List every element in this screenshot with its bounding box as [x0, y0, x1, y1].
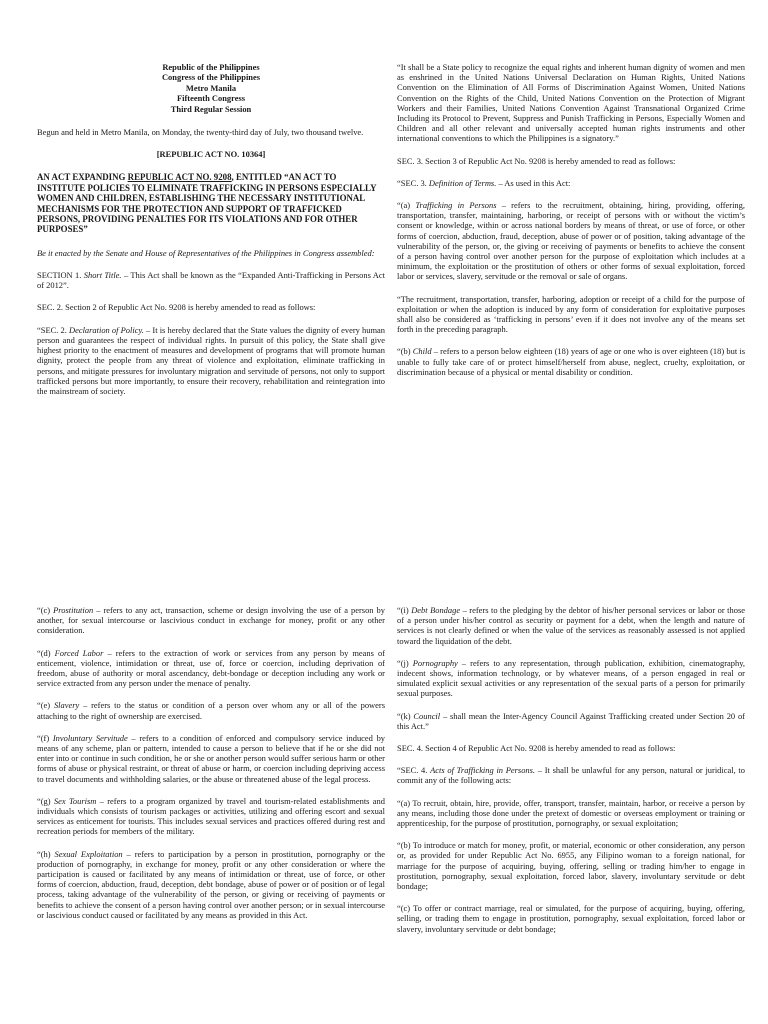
- definition-h: [37, 849, 385, 920]
- sec-heading: Definition of Terms.: [428, 177, 497, 188]
- policy-continuation: “It shall be a State policy to recognize the equal rights and inherent human dignity of women and men as enshrined in the United Nations Universal Declaration on Human Rights, United Nations Convention on the Elimination of All Forms of Discrimination Against Women, United Nations Convention on the Rights of the Child, United Nations Convention on the Protection of Migrant Workers and their Families, United Nations Convention Against Transnational Organized Crime Including its Protocol to Prevent, Suppress and Punish Trafficking in Persons, Especially Women and Children and all other relevant and universally accepted human rights instruments and other international conventions to which the Philippines is a signatory.”: [397, 62, 745, 144]
- act-title: [37, 172, 385, 234]
- def-text: – refers to participation by a person in prostitution, pornography or the production of pornography, in exchange for money, profit or any other consideration or where the participation is caused or facilitated by any means of intimidation or threat, use of force, or other forms of coercion, abduction, fraud, deception, debt bondage, abuse of power or of position or of legal process, taking advantage of the vulnerability of the person, or giving or receiving of payments or benefits to achieve the consent of a person having control over another person; or in sexual intercourse or lascivious conduct caused or facilitated by any means as provided in this Act.: [37, 848, 385, 920]
- definition-j: [397, 658, 745, 699]
- def-text: – refers to the extraction of work or services from any person by means of enticement, violence, intimidation or threat, use of, force or coercion, including deprivation of freedom, abuse of authority or moral ascendancy, debt-bondage or deception including any work or service extracted from any person under the menace of penalty.: [37, 647, 385, 689]
- sec-text: – This Act shall be known as the “Expanded Anti-Trafficking in Persons Act of 2012”.: [37, 270, 385, 291]
- definition-a-child: “The recruitment, transportation, transfer, harboring, adoption or receipt of a child for the purpose of exploitation or when the adoption is induced by any form of consideration for exploitative purposes shall also be considered as ‘trafficking in persons’ even if it does not involve any of the means set forth in the preceding paragraph.: [397, 293, 745, 335]
- section-3: [397, 178, 745, 188]
- definition-k: [397, 711, 745, 731]
- def-label: “(g): [37, 795, 54, 806]
- def-label: “(k): [397, 710, 414, 721]
- section-4-intro: SEC. 4. Section 4 of Republic Act No. 9208 is hereby amended to read as follows:: [397, 743, 676, 754]
- def-term: Pornography: [412, 657, 458, 668]
- def-term: Council: [413, 710, 441, 721]
- begun-paragraph: Begun and held in Metro Manila, on Monday, the twenty-third day of July, two thousand twelve.: [37, 127, 364, 138]
- sec-label: “SEC. 2.: [37, 324, 69, 335]
- unlawful-act-a: “(a) To recruit, obtain, hire, provide, offer, transport, transfer, maintain, harbor, or receive a person by any means, including those done under the pretext of domestic or overseas employment or training or apprenticeship, for the purpose of prostitution, pornography, or sexual exploitation;: [397, 797, 745, 829]
- def-text: – refers to the pledging by the debtor of his/her personal services or labor or those of a person under his/her control as security or payment for a debt, when the length and nature of services is not clearly defined or when the value of the services as reasonably assessed is not applied toward the liquidation of the debt.: [397, 605, 745, 646]
- republic-act-number: [REPUBLIC ACT NO. 10364]: [156, 149, 266, 160]
- def-term: Involuntary Servitude: [52, 732, 128, 743]
- definition-i: [397, 605, 745, 646]
- definition-f: [37, 733, 385, 784]
- def-term: Slavery: [53, 700, 80, 711]
- def-label: “(d): [37, 647, 55, 658]
- definition-g: [37, 796, 385, 837]
- def-text: – shall mean the Inter-Agency Council Against Trafficking created under Section 20 of this Act.”: [397, 710, 745, 731]
- def-text: – refers to a condition of enforced and compulsory service induced by means of any scheme, plan or pattern, intended to cause a person to believe that if he or she did not enter into or continue in such condition, he or she or another person would suffer serious harm or other forms of abuse or physical restraint, or threat of abuse or harm, or coercion including depriving access to travel documents and withholding salaries, or the abuse or threatened abuse of the legal process.: [37, 732, 386, 784]
- page2-right-column: [397, 605, 745, 934]
- section-2: [37, 325, 385, 396]
- def-label: “(h): [37, 848, 55, 859]
- def-label: “(c): [37, 605, 54, 615]
- def-text: – refers to any act, transaction, scheme or design involving the use of a person by another, for sexual intercourse or lascivious conduct in exchange for money, profit or any other consideration.: [37, 605, 385, 636]
- page1-left-column: [37, 62, 385, 396]
- page2-left-column: [37, 605, 385, 920]
- def-term: Prostitution: [53, 605, 94, 615]
- def-text: – refers to the recruitment, obtaining, hiring, providing, offering, transportation, transfer, maintaining, harboring, or receipt of persons with or without the victim’s consent or knowledge, within or across national borders by means of threat, or use of force, or other forms of coercion, abduction, fraud, deception, abuse of power or of position, taking advantage of the vulnerability of the person, or, the giving or receiving of payments or benefits to achieve the consent of a person having control over another person for the purpose of exploitation which includes at a minimum, the exploitation or the prostitution of others or other forms of sexual exploitation, forced labor or services, slavery, servitude or the removal or sale of organs.: [397, 200, 745, 282]
- header-line: Congress of the Philippines: [161, 72, 261, 83]
- sec-text: – It is hereby declared that the State values the dignity of every human person and guarantees the respect of individual rights. In pursuit of this policy, the State shall give highest priority to the enactment of measures and development of programs that will promote human dignity, protect the people from any threat of violence and exploitation, eliminate trafficking in persons, and mitigate pressures for involuntary migration and servitude of persons, not only to support trafficked persons but more importantly, to ensure their recovery, rehabilitation and reintegration into the mainstream of society.: [37, 324, 385, 396]
- def-term: Forced Labor: [54, 647, 104, 658]
- def-term: Sex Tourism: [53, 795, 97, 806]
- def-term: Debt Bondage: [411, 605, 461, 615]
- act-title-pre: AN ACT EXPANDING: [37, 172, 128, 183]
- act-title-post: , ENTITLED “AN ACT TO INSTITUTE POLICIES TO ELIMINATE TRAFFICKING IN PERSONS ESPECIALLY WOMEN AND CHILDREN, ESTABLISHING THE NECESSARY INSTITUTIONAL MECHANISMS FOR THE PROTECTION AND SUPPORT OF TRAFFICKED PERSONS, PROVIDING PENALTIES FOR ITS VIOLATIONS AND FOR OTHER PURPOSES”: [37, 172, 377, 235]
- header-line: Fifteenth Congress: [176, 93, 246, 104]
- sec-text: – As used in this Act:: [496, 177, 571, 188]
- enacting-clause: Be it enacted by the Senate and House of Representatives of the Philippines in Congress assembled:: [37, 247, 375, 258]
- def-text: – refers to a program organized by travel and tourism-related establishments and individuals which consists of tourism packages or activities, utilizing and offering escort and sexual services as enticement for tourists. This includes sexual services and practices offered during rest and recreation periods for members of the military.: [37, 795, 385, 837]
- def-term: Sexual Exploitation: [54, 848, 123, 859]
- section-1: [37, 270, 385, 290]
- def-label: “(f): [37, 732, 53, 743]
- definition-e: [37, 700, 385, 720]
- def-label: “(a): [397, 200, 416, 211]
- header-line: Republic of the Philippines: [162, 62, 260, 72]
- sec-label: SECTION 1.: [37, 270, 84, 281]
- sec-heading: Short Title.: [83, 270, 122, 281]
- def-label: “(i): [397, 605, 412, 615]
- def-term: Trafficking in Persons: [415, 200, 497, 211]
- section-3-intro: SEC. 3. Section 3 of Republic Act No. 9208 is hereby amended to read as follows:: [397, 155, 676, 166]
- def-label: “(j): [397, 657, 413, 668]
- sec-label: “SEC. 3.: [397, 177, 429, 188]
- sec-text: – It shall be unlawful for any person, natural or juridical, to commit any of the following acts:: [397, 765, 745, 786]
- header-line: Third Regular Session: [170, 103, 252, 114]
- def-label: “(e): [37, 700, 54, 711]
- header-line: Metro Manila: [185, 82, 237, 93]
- document-header: [37, 62, 385, 114]
- def-text: – refers to the status or condition of a person over whom any or all of the powers attaching to the right of ownership are exercised.: [37, 700, 385, 721]
- sec-label: “SEC. 4.: [397, 765, 431, 776]
- page1-right-column: [397, 62, 745, 377]
- act-title-link: REPUBLIC ACT NO. 9208: [127, 172, 232, 183]
- section-4: [397, 765, 745, 785]
- unlawful-act-c: “(c) To offer or contract marriage, real or simulated, for the purpose of acquiring, buying, offering, selling, or trading them to engage in prostitution, pornography, sexual exploitation, forced labor or slavery, involuntary servitude or debt bondage;: [397, 903, 745, 934]
- definition-c: [37, 605, 385, 636]
- unlawful-act-b: “(b) To introduce or match for money, profit, or material, economic or other consideration, any person or, as provided for under Republic Act No. 6955, any Filipino woman to a foreign national, for marriage for the purpose of acquiring, buying, offering, selling or trading him/her to engage in prostitution, pornography, sexual exploitation, forced labor, slavery, involuntary servitude or debt bondage;: [397, 840, 745, 892]
- def-text: – refers to any representation, through publication, exhibition, cinematography, indecent shows, information technology, or by whatever means, of a person engaged in real or simulated explicit sexual activities or any representation of the sexual parts of a person for primarily sexual purposes.: [397, 657, 745, 699]
- def-term: Child: [412, 346, 432, 357]
- section-2-intro: SEC. 2. Section 2 of Republic Act No. 9208 is hereby amended to read as follows:: [37, 302, 316, 313]
- definition-d: [37, 648, 385, 689]
- definition-a: [397, 200, 745, 282]
- sec-heading: Acts of Trafficking in Persons.: [430, 765, 536, 776]
- def-label: “(b): [397, 346, 413, 357]
- sec-heading: Declaration of Policy.: [68, 324, 144, 335]
- definition-b: [397, 346, 745, 377]
- def-text: – refers to a person below eighteen (18) years of age or one who is over eighteen (18) but is unable to fully take care of or protect himself/herself from abuse, neglect, cruelty, exploitation, or discrimination because of a physical or mental disability or condition.: [397, 346, 745, 377]
